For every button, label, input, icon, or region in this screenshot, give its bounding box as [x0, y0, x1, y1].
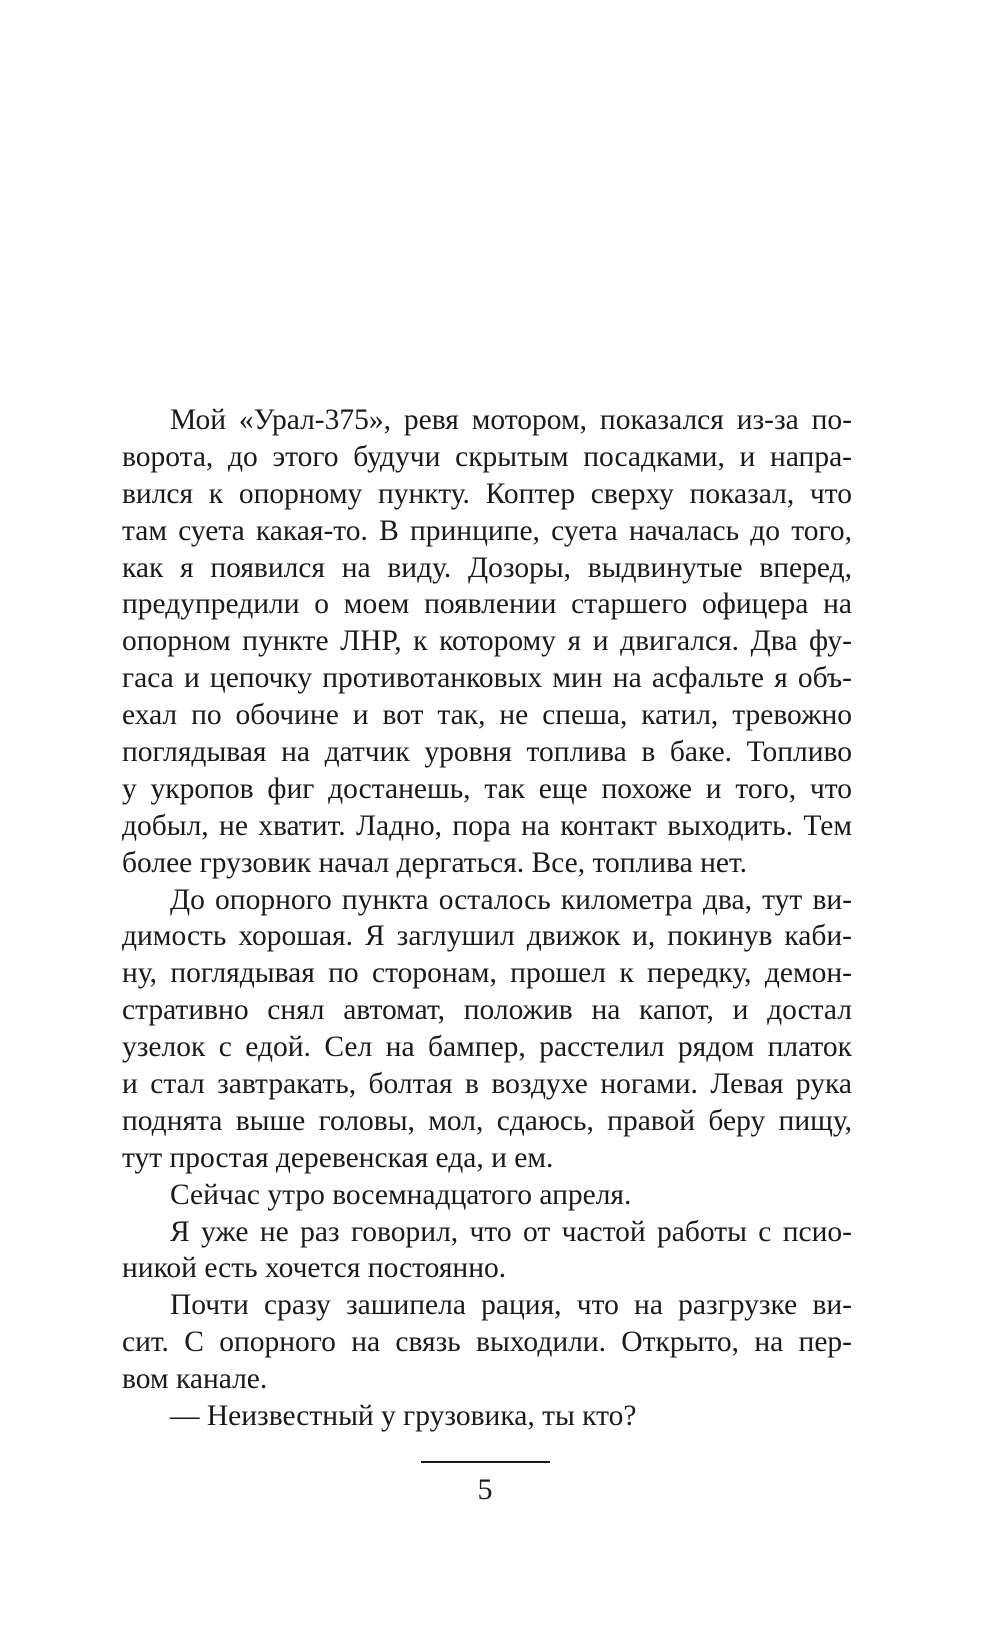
text-line: Я уже не раз говорил, что от частой работы с псио- — [170, 1215, 852, 1248]
text-line: ворота, до этого будучи скрытым посадками, и напра- — [122, 440, 852, 473]
text-line: сит. С опорного на связь выходили. Открыто, на пер- — [122, 1326, 852, 1359]
text-line: вился к опорному пункту. Коптер сверху показал, что — [122, 477, 852, 510]
text-line: как я появился на виду. Дозоры, выдвинутые вперед, — [122, 551, 852, 584]
text-line: Сейчас утро восемнадцатого апреля. — [170, 1178, 632, 1211]
text-line: гаса и цепочку противотанковых мин на асфальте я объ- — [122, 662, 852, 695]
text-line: опорном пункте ЛНР, к которому я и двигался. Два фу- — [122, 625, 852, 658]
text-line: — Неизвестный у грузовика, ты кто? — [170, 1400, 637, 1433]
text-line: добыл, не хватит. Ладно, пора на контакт выходить. Тем — [122, 809, 852, 842]
text-line: поглядывая на датчик уровня топлива в баке. Топливо — [122, 736, 852, 769]
text-line: вом канале. — [122, 1363, 268, 1396]
text-line: предупредили о моем появлении старшего офицера на — [122, 588, 852, 621]
text-line: более грузовик начал дергаться. Все, топлива нет. — [122, 846, 748, 879]
text-line: никой есть хочется постоянно. — [122, 1252, 507, 1285]
text-line: стративно снял автомат, положив на капот, и достал — [122, 994, 852, 1027]
text-line: До опорного пункта осталось километра два, тут ви- — [170, 883, 852, 916]
text-line: у укропов фиг достанешь, так еще похоже и того, что — [122, 772, 852, 805]
text-line: узелок с едой. Сел на бампер, расстелил рядом платок — [122, 1031, 852, 1064]
text-line: ну, поглядывая по сторонам, прошел к передку, демон- — [122, 957, 852, 990]
text-line: ехал по обочине и вот так, не спеша, катил, тревожно — [122, 699, 852, 732]
text-line: поднята выше головы, мол, сдаюсь, правой беру пищу, — [122, 1104, 852, 1137]
text-line: димость хорошая. Я заглушил движок и, покинув каби- — [122, 920, 852, 953]
page-number: 5 — [477, 1473, 493, 1506]
text-line: тут простая деревенская еда, и ем. — [122, 1141, 554, 1174]
text-line: там суета какая-то. В принципе, суета началась до того, — [122, 514, 852, 547]
footer-rule — [421, 1461, 550, 1463]
body-text — [122, 402, 852, 1435]
text-line: и стал завтракать, болтая в воздухе ногами. Левая рука — [122, 1068, 852, 1101]
text-line: Почти сразу зашипела рация, что на разгрузке ви- — [170, 1289, 852, 1322]
text-line: Мой «Урал-375», ревя мотором, показался из-за по- — [170, 404, 852, 436]
